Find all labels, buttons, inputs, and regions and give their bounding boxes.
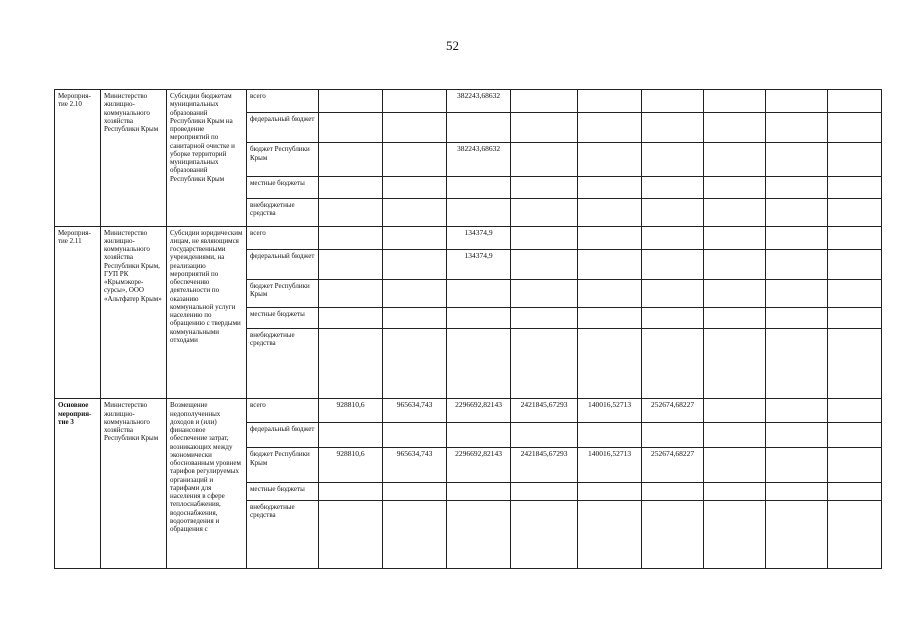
year-value [704,279,766,307]
year-value [642,113,704,143]
funding-source: бюджет Республики Крым [247,143,319,177]
year-value: 2421845,67293 [511,448,578,482]
funding-source: федеральный бюджет [247,422,319,448]
year-value [704,198,766,226]
year-value [319,177,383,198]
year-value [828,198,882,226]
year-value [642,90,704,113]
year-value [578,482,642,500]
year-value: 928810,6 [319,448,383,482]
measure-responsible: Министерство жилищно-коммунального хозяйства Республики Крым [101,90,167,227]
year-value [319,249,383,279]
year-value [828,307,882,328]
year-value [766,500,828,568]
measure-description: Субсидии юридическим лицам, не являющимся государственными учреждениями, на реализацию мероприятий по обеспечению деятельности по оказанию коммунальной услуги населению по обращению с твердыми коммунальными отходами [167,226,247,399]
year-value: 140016,52713 [578,448,642,482]
year-value [511,328,578,398]
year-value [828,226,882,249]
year-value [447,500,511,568]
year-value [704,143,766,177]
year-value [578,177,642,198]
page-number: 52 [446,38,459,53]
year-value [642,226,704,249]
year-value [319,226,383,249]
year-value [578,143,642,177]
year-value [828,113,882,143]
measure-description: Возмещение недополученных доходов и (или) финансовое обеспечение затрат, возникающих между экономически обоснованным уровнем тарифов регулируемых организаций и тарифами для населения в сфере теплоснабжения, водоснабжения, водоотведения и обращения с [167,399,247,569]
year-value [704,448,766,482]
year-value [383,143,447,177]
year-value [766,113,828,143]
year-value [319,482,383,500]
year-value [766,448,828,482]
year-value [828,143,882,177]
year-value [383,328,447,398]
year-value [319,307,383,328]
year-value [511,307,578,328]
year-value: 382243,68632 [447,90,511,113]
year-value [578,422,642,448]
year-value [766,249,828,279]
table-row [55,226,882,249]
year-value: 2296692,82143 [447,448,511,482]
budget-table [54,89,882,569]
measure-description: Субсидии бюджетам муниципальных образований Республики Крым на проведение мероприятий по санитарной очистке и уборке территорий муниципальных образований Республики Крым [167,90,247,227]
year-value [578,249,642,279]
year-value [704,90,766,113]
year-value [447,328,511,398]
year-value [578,113,642,143]
year-value [578,307,642,328]
year-value [447,177,511,198]
funding-source: всего [247,399,319,422]
year-value [319,198,383,226]
year-value [511,113,578,143]
measure-responsible: Министерство жилищно-коммунального хозяйства Республики Крым [101,399,167,569]
year-value: 134374,9 [447,249,511,279]
year-value [828,448,882,482]
year-value [383,307,447,328]
year-value [642,482,704,500]
table-row [55,90,882,113]
year-value: 382243,68632 [447,143,511,177]
year-value [447,482,511,500]
year-value: 140016,52713 [578,399,642,422]
funding-source: бюджет Республики Крым [247,279,319,307]
year-value: 134374,9 [447,226,511,249]
year-value [828,177,882,198]
year-value [766,307,828,328]
year-value [642,198,704,226]
year-value [578,279,642,307]
funding-source: федеральный бюджет [247,113,319,143]
year-value [383,177,447,198]
year-value [642,307,704,328]
measure-item: Мероприя-тие 2.10 [55,90,101,227]
year-value [319,113,383,143]
year-value [704,226,766,249]
year-value [511,249,578,279]
year-value [511,177,578,198]
measure-item: Мероприя-тие 2.11 [55,226,101,399]
year-value [511,422,578,448]
year-value [511,279,578,307]
measure-item: Основное мероприя-тие 3 [55,399,101,569]
year-value [319,422,383,448]
year-value [704,500,766,568]
year-value [511,226,578,249]
year-value [319,90,383,113]
year-value [447,307,511,328]
year-value [642,422,704,448]
year-value [511,90,578,113]
year-value: 965634,743 [383,448,447,482]
year-value [766,90,828,113]
year-value [766,226,828,249]
year-value [383,422,447,448]
year-value [704,328,766,398]
year-value [383,500,447,568]
funding-source: внебюджетные средства [247,198,319,226]
year-value [447,279,511,307]
year-value [578,500,642,568]
year-value [383,226,447,249]
year-value [828,279,882,307]
year-value [642,177,704,198]
year-value [511,482,578,500]
year-value [383,90,447,113]
funding-source: местные бюджеты [247,307,319,328]
year-value [578,328,642,398]
table-row [55,399,882,422]
year-value [383,482,447,500]
year-value [642,328,704,398]
funding-source: федеральный бюджет [247,249,319,279]
year-value [704,399,766,422]
funding-source: местные бюджеты [247,177,319,198]
year-value: 2296692,82143 [447,399,511,422]
year-value [704,482,766,500]
year-value [383,279,447,307]
year-value [766,143,828,177]
year-value: 965634,743 [383,399,447,422]
year-value: 2421845,67293 [511,399,578,422]
year-value [704,249,766,279]
year-value [766,328,828,398]
year-value [828,422,882,448]
year-value [704,177,766,198]
year-value [319,143,383,177]
year-value [447,422,511,448]
year-value [704,113,766,143]
year-value [383,113,447,143]
year-value [319,500,383,568]
year-value [511,143,578,177]
year-value [704,307,766,328]
year-value [766,399,828,422]
year-value: 252674,68227 [642,448,704,482]
year-value [578,90,642,113]
funding-source: внебюджетные средства [247,500,319,568]
year-value [704,422,766,448]
year-value [319,279,383,307]
year-value [383,249,447,279]
funding-source: всего [247,90,319,113]
budget-table-body [55,90,882,569]
year-value [642,500,704,568]
year-value: 252674,68227 [642,399,704,422]
funding-source: всего [247,226,319,249]
year-value [511,198,578,226]
year-value [828,328,882,398]
year-value [828,399,882,422]
year-value [642,279,704,307]
year-value [383,198,447,226]
year-value [766,177,828,198]
year-value [828,482,882,500]
year-value [642,249,704,279]
funding-source: местные бюджеты [247,482,319,500]
year-value [578,226,642,249]
year-value [319,328,383,398]
year-value: 928810,6 [319,399,383,422]
funding-source: внебюджетные средства [247,328,319,398]
year-value [578,198,642,226]
measure-responsible: Министерство жилищно-коммунального хозяйства Республики Крым, ГУП РК «Крымэкоре-сурсы», ООО «Альтфатер Крым» [101,226,167,399]
year-value [828,249,882,279]
year-value [447,198,511,226]
funding-source: бюджет Республики Крым [247,448,319,482]
year-value [766,198,828,226]
year-value [642,143,704,177]
year-value [766,422,828,448]
year-value [828,500,882,568]
year-value [766,279,828,307]
year-value [766,482,828,500]
year-value [447,113,511,143]
year-value [511,500,578,568]
year-value [828,90,882,113]
